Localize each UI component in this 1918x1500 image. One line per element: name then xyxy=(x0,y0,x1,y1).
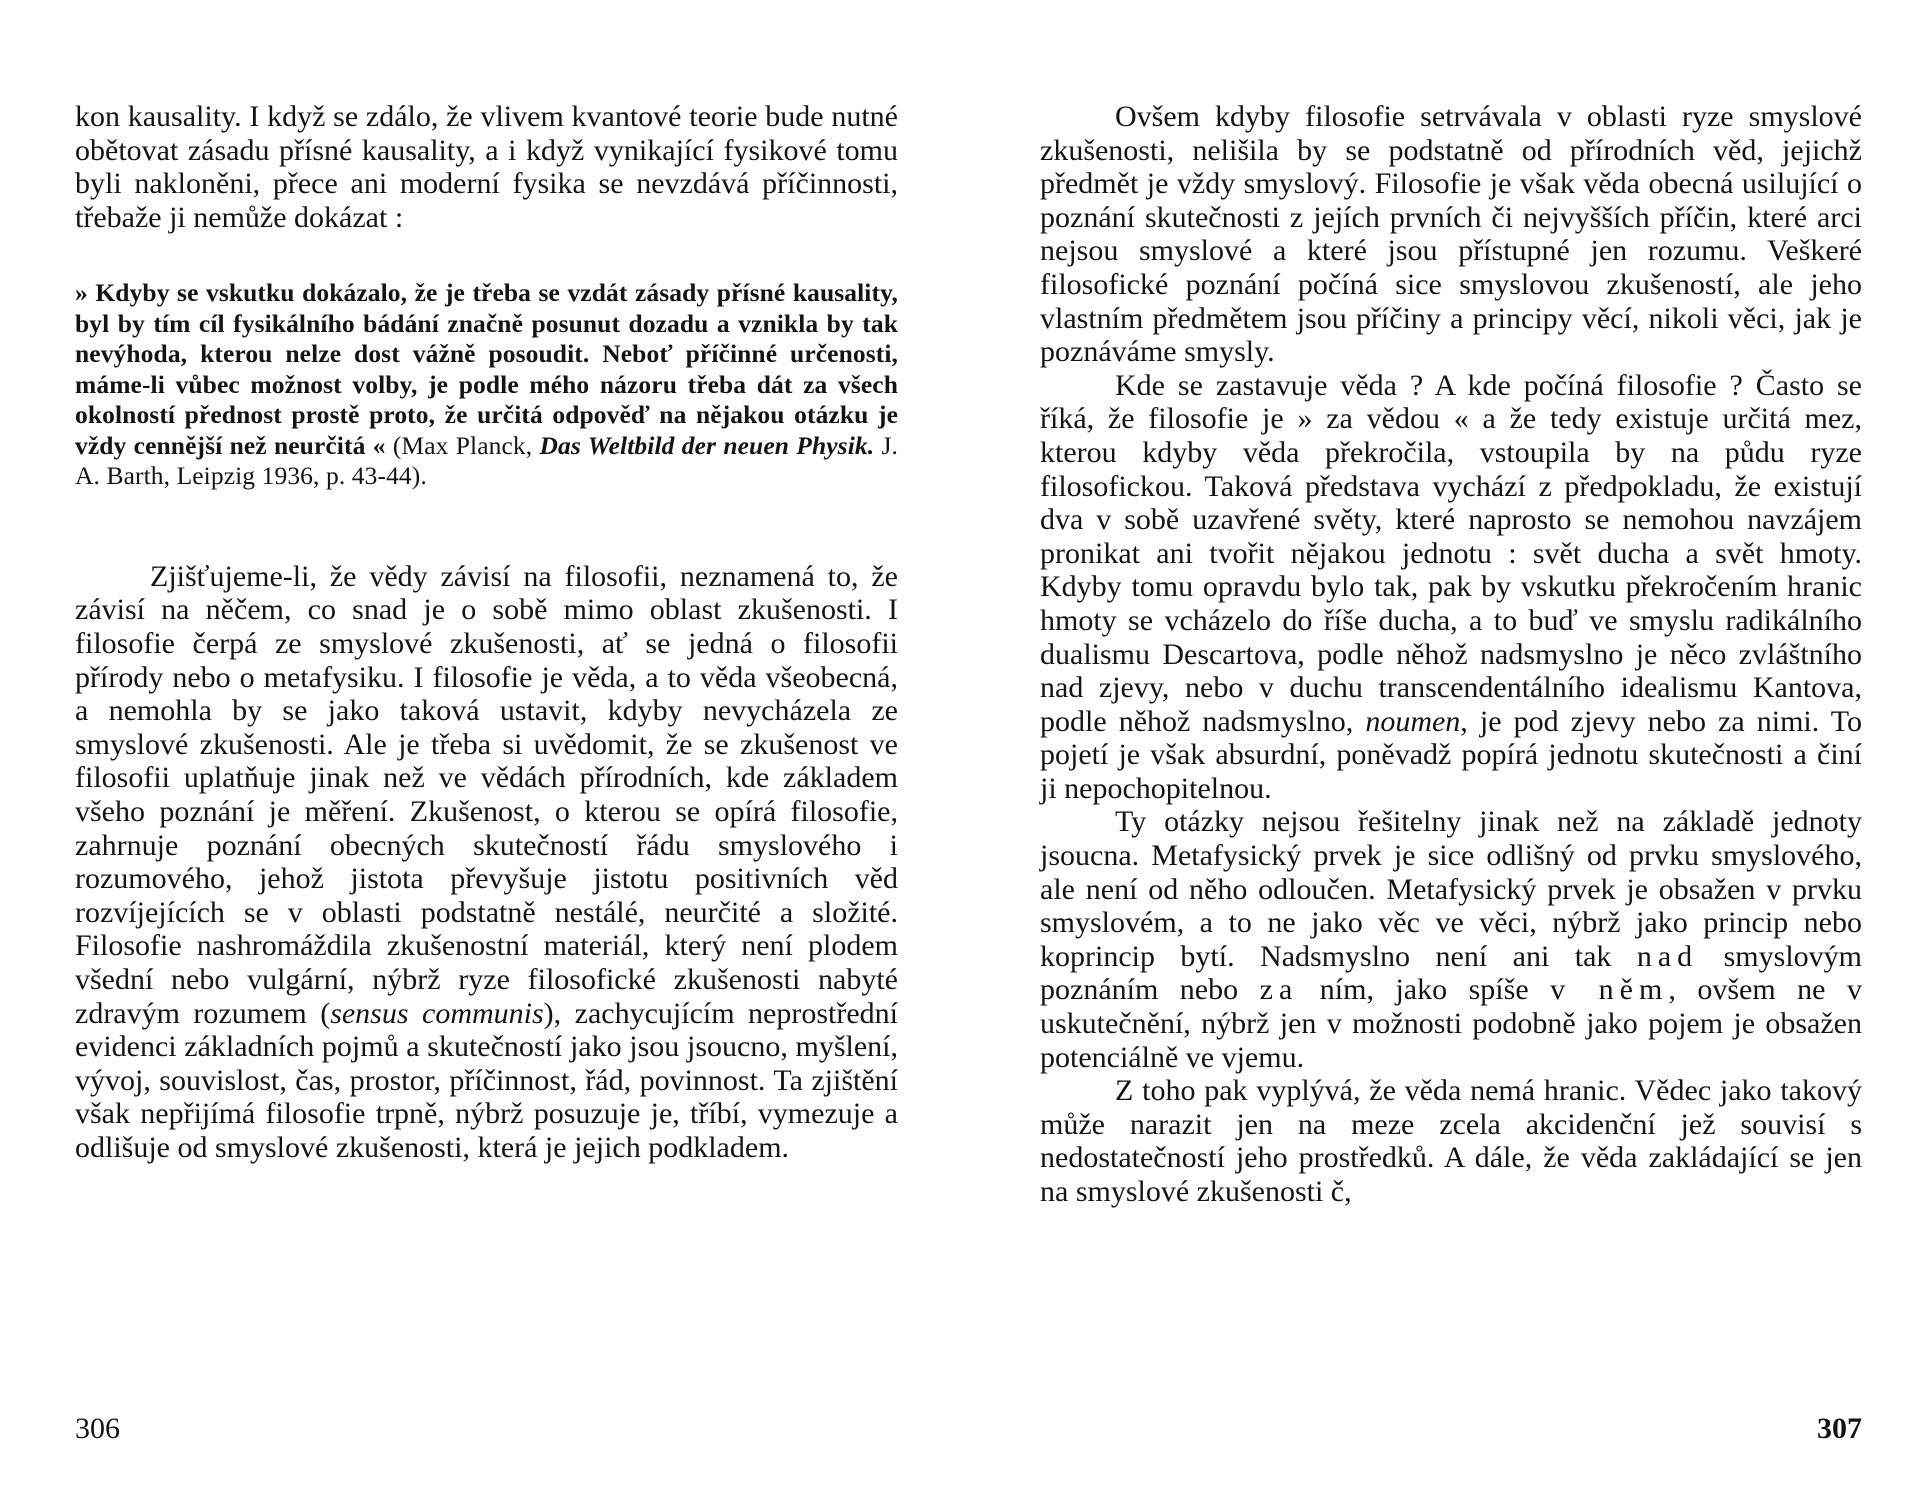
left-paragraph-2-part-a: Zjišťujeme-li, že vědy závisí na filosofii, neznamená to, že závisí na něčem, co snad je o sobě mimo oblast zkušenosti. I filosofie čerpá ze smyslové zkušenosti, ať se jedná o filosofii přírody nebo o metafysiku. I filosofie je věda, a to věda všeobecná, a nemohla by se jako taková ustavit, kdyby nevycházela ze smyslové zkušenosti. Ale je třeba si uvědomit, že se zkušenost ve filosofii uplatňuje jinak než ve vědách přírodních, kde základem všeho poznání je měření. Zkušenost, o kterou se opírá filosofie, zahrnuje poznání obecných skutečností řádu smyslového i rozumového, jehož jistota převyšuje jistotu positivních věd rozvíjejících se v oblasti podstatně nestálé, neurčité a složité. Filosofie nashromáždila zkušenostní materiál, který není plodem všední nebo vulgární, nýbrž ryze filosofické zkušenosti nabyté zdravým rozumem ( xyxy=(75,559,898,1030)
right-paragraph-3-part-d: , ovšem ne v uskutečnění, nýbrž jen v možnosti podobně jako pojem je obsažen potenciálně ve vjemu. xyxy=(1040,973,1863,1074)
right-paragraph-2-part-b: , je pod zjevy nebo za nimi. To pojetí je však absurdní, poněvadž popírá jednotu skutečnosti a činí ji nepochopitelnou. xyxy=(1040,704,1862,805)
page-number-right: 307 xyxy=(1817,1412,1862,1445)
noumen-term: noumen xyxy=(1365,704,1461,738)
right-paragraph-2 xyxy=(1040,369,1862,806)
spaced-word-nad: nad xyxy=(1636,939,1699,973)
planck-quotation xyxy=(75,278,898,492)
right-paragraph-3 xyxy=(1040,805,1862,1074)
left-page-text xyxy=(75,100,898,1165)
page-number-left: 306 xyxy=(75,1412,120,1445)
right-paragraph-2-part-a: Kde se zastavuje věda ? A kde počíná filosofie ? Často se říká, že filosofie je » za vědou « a že tedy existuje určitá mez, kterou kdyby věda překročila, vstoupila by na půdu ryze filosofickou. Taková představa vychází z předpokladu, že existují dva v sobě uzavřené světy, které naprosto se nemohou navzájem pronikat ani tvořit nějakou jednotu : svět ducha a svět hmoty. Kdyby tomu opravdu bylo tak, pak by vskutku překročením hranic hmoty se vcházelo do říše ducha, a to buď ve smyslu radikálního dualismu Descartova, podle něhož nadsmyslno je něco zvláštního nad zjevy, nebo v duchu transcendentálního idealismu Kantova, podle něhož nadsmyslno, xyxy=(1040,368,1862,738)
quote-book-title: Das Weltbild der neuen Physik. xyxy=(539,430,875,460)
right-page xyxy=(1040,0,1862,1500)
left-paragraph-2-part-b: ), zachycujícím neprostřední evidenci základních pojmů a skutečností jako jsou jsoucno, myšlení, vývoj, souvislost, čas, prostor, příčinnost, řád, povinnost. Ta zjištění však nepřijímá filosofie trpně, nýbrž posuzuje je, tříbí, vymezuje a odlišuje od smyslové zkušenosti, která je jejich podkladem. xyxy=(75,996,898,1164)
spaced-word-za: za xyxy=(1259,973,1299,1007)
spaced-word-v-nem: v něm xyxy=(1550,973,1669,1007)
right-paragraph-3-part-b: smyslovým poznáním nebo xyxy=(1040,939,1862,1007)
sensus-communis-term: sensus communis xyxy=(330,996,544,1030)
right-page-text xyxy=(1040,100,1862,1209)
quote-text: » Kdyby se vskutku dokázalo, že je třeba se vzdát zásady přísné kausality, byl by tím cíl fysikálního bádání značně posunut dozadu a vznikla by tak nevýhoda, kterou nelze dost vážně posoudit. Neboť příčinné určenosti, máme-li vůbec možnost volby, je podle mého názoru třeba dát za všech okolností přednost prostě proto, že určitá odpověď na nějakou otázku je vždy cennější než neurčitá « xyxy=(75,278,898,460)
left-paragraph-1: kon kausality. I když se zdálo, že vlivem kvantové teorie bude nutné obětovat zásadu přísné kausality, a i když vynikající fysikové tomu byli nakloněni, přece ani moderní fysika se nevzdává příčinnosti, třebaže ji nemůže dokázat : xyxy=(75,100,898,234)
right-paragraph-3-part-c: ním, jako spíše xyxy=(1298,973,1551,1007)
quote-citation-open: (Max Planck, xyxy=(385,430,533,460)
right-paragraph-1: Ovšem kdyby filosofie setrvávala v oblasti ryze smyslové zkušenosti, nelišila by se podstatně od přírodních věd, jejichž předmět je vždy smyslový. Filosofie je však věda obecná usilující o poznání skutečnosti z jejích prvních či nejvyšších příčin, které arci nejsou smyslové a které jsou přístupné jen rozumu. Veškeré filosofické poznání počíná sice smyslovou zkušeností, ale jeho vlastním předmětem jsou příčiny a principy věcí, nikoli věci, jak je poznáváme smysly. xyxy=(1040,100,1862,369)
left-page xyxy=(75,0,898,1500)
left-paragraph-2 xyxy=(75,560,898,1165)
quote-citation-close: J. A. Barth, Leipzig 1936, p. 43-44). xyxy=(75,430,898,491)
right-paragraph-4: Z toho pak vyplývá, že věda nemá hranic. Vědec jako takový může narazit jen na meze zcela akcidenční jež souvisí s nedostatečností jeho prostředků. A dále, že věda zakládající se jen na smyslové zkušenosti č, xyxy=(1040,1074,1862,1208)
right-paragraph-3-part-a: Ty otázky nejsou řešitelny jinak než na základě jednoty jsoucna. Metafysický prvek je sice odlišný od prvku smyslového, ale není od něho odloučen. Metafysický prvek je obsažen v prvku smyslovém, a to ne jako věc ve věci, nýbrž jako princip nebo koprincip bytí. Nadsmyslno není ani tak xyxy=(1040,805,1862,973)
